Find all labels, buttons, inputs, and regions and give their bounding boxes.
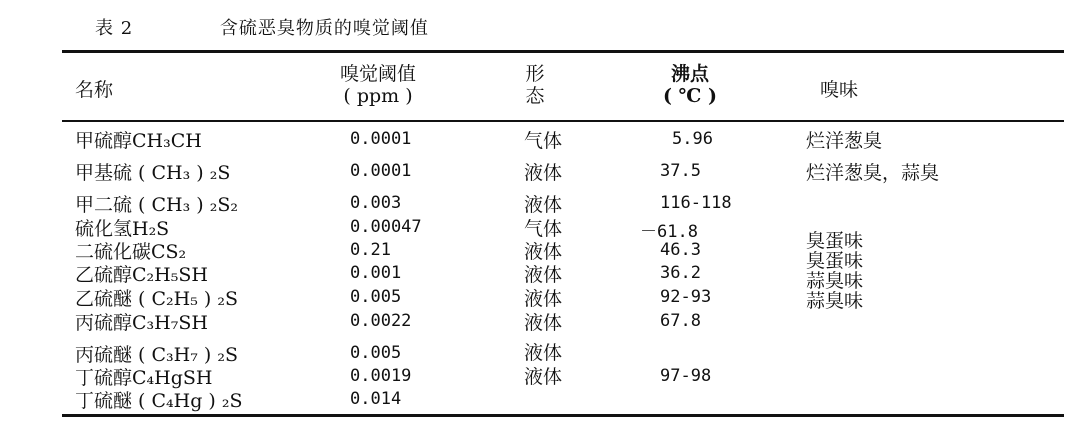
cell-form: 液体 (524, 342, 563, 364)
header-form-line1: 形 (525, 63, 545, 85)
cell-name: 丙硫醇C₃H₇SH (75, 312, 208, 334)
cell-threshold: 0.005 (350, 343, 402, 363)
cell-name: 乙硫醇C₂H₅SH (75, 264, 208, 286)
cell-name: 丙硫醚 ( C₃H₇ ) ₂S (75, 344, 238, 366)
cell-odor: 臭蛋味 (806, 250, 864, 272)
cell-boiling-point: 36.2 (660, 263, 701, 283)
cell-boiling-point: 97-98 (660, 366, 712, 386)
cell-odor: 烂洋葱臭 (806, 130, 883, 152)
cell-boiling-point: 37.5 (660, 161, 701, 181)
header-boiling-point (645, 63, 735, 107)
bottom-rule (62, 414, 1064, 417)
cell-form: 液体 (524, 194, 563, 216)
table-caption (95, 14, 429, 40)
header-name-label: 名称 (75, 79, 114, 101)
cell-boiling-point: －61.8 (640, 222, 698, 242)
cell-form: 液体 (524, 264, 563, 286)
header-odor (820, 79, 858, 101)
header-rule (62, 120, 1064, 122)
header-form-line2: 态 (525, 85, 545, 107)
cell-threshold: 0.005 (350, 287, 402, 307)
cell-form: 液体 (524, 312, 563, 334)
cell-threshold: 0.003 (350, 193, 402, 213)
header-odor-label: 嗅味 (820, 79, 859, 101)
top-rule (62, 50, 1064, 53)
cell-threshold: 0.014 (350, 389, 402, 409)
table-title: 含硫恶臭物质的嗅觉阈值 (219, 18, 429, 39)
cell-name: 乙硫醚 ( C₂H₅ ) ₂S (75, 288, 238, 310)
header-form (505, 63, 565, 107)
cell-form: 液体 (524, 241, 563, 263)
cell-form: 液体 (524, 288, 563, 310)
cell-name: 甲硫醇CH₃CH (75, 130, 202, 152)
cell-threshold: 0.0001 (350, 129, 412, 149)
cell-form: 液体 (524, 366, 563, 388)
cell-odor: 烂洋葱臭，蒜臭 (806, 162, 940, 184)
cell-name: 硫化氢H₂S (75, 218, 170, 240)
cell-threshold: 0.21 (350, 240, 391, 260)
cell-boiling-point: 92-93 (660, 287, 712, 307)
cell-odor: 臭蛋味 (806, 230, 864, 252)
cell-odor: 蒜臭味 (806, 290, 864, 312)
cell-threshold: 0.0001 (350, 161, 412, 181)
cell-boiling-point: 67.8 (660, 311, 701, 331)
cell-name: 甲基硫 ( CH₃ ) ₂S (75, 162, 231, 184)
header-threshold-line1: 嗅觉阈值 (339, 63, 416, 85)
cell-name: 二硫化碳CS₂ (75, 241, 187, 263)
cell-form: 气体 (524, 130, 563, 152)
cell-threshold: 0.0019 (350, 366, 412, 386)
table-number: 表 2 (95, 18, 134, 39)
cell-name: 丁硫醇C₄HgSH (75, 367, 213, 389)
cell-threshold: 0.0022 (350, 311, 412, 331)
header-name (75, 79, 113, 101)
cell-boiling-point: 5.96 (672, 129, 713, 149)
cell-name: 丁硫醚 ( C₄Hg ) ₂S (75, 390, 243, 412)
header-threshold-line2: ( ppm ) (343, 85, 413, 107)
cell-odor: 蒜臭味 (806, 270, 864, 292)
header-bp-line1: 沸点 (670, 63, 709, 85)
cell-form: 气体 (524, 218, 563, 240)
header-threshold (318, 63, 438, 107)
cell-boiling-point: 116-118 (660, 193, 732, 213)
cell-threshold: 0.00047 (350, 217, 422, 237)
cell-threshold: 0.001 (350, 263, 402, 283)
cell-boiling-point: 46.3 (660, 240, 701, 260)
cell-name: 甲二硫 ( CH₃ ) ₂S₂ (75, 194, 238, 216)
cell-form: 液体 (524, 162, 563, 184)
header-bp-line2: ( ℃ ) (663, 85, 717, 107)
